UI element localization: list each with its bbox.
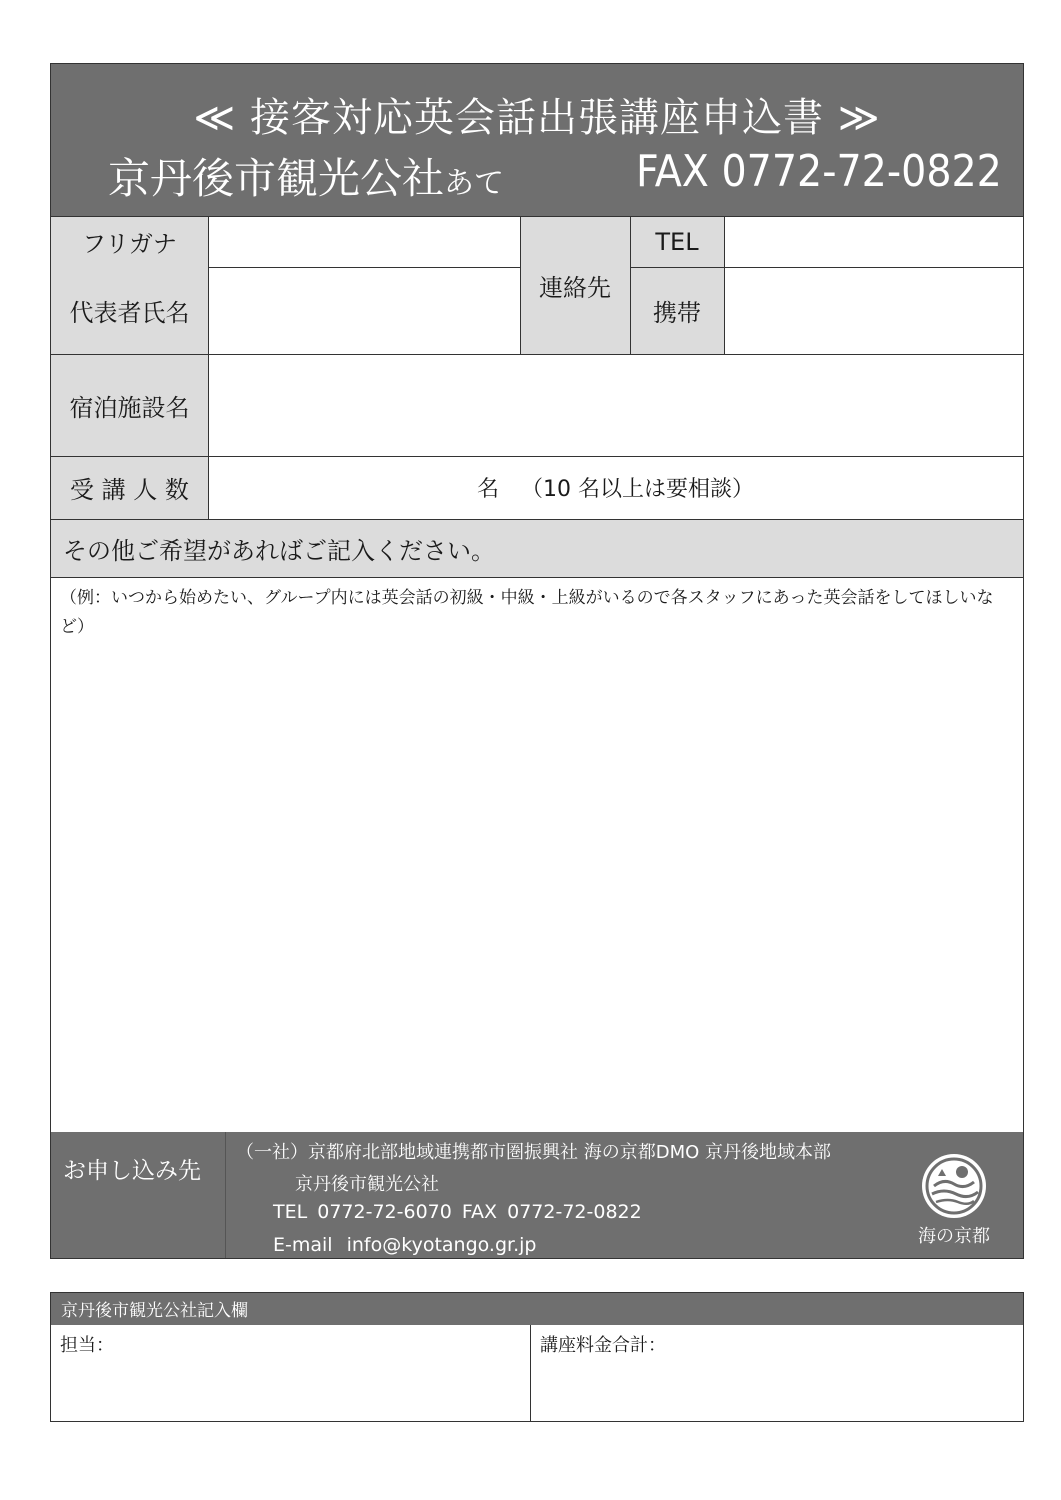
- form-title: ≪ 接客対応英会話出張講座申込書 ≫: [193, 95, 881, 141]
- mobile-label: 携帯: [630, 267, 724, 354]
- attendees-field[interactable]: [208, 456, 1023, 519]
- apply-to-org: （一社）京都府北部地域連携都市圏振興社 海の京都DMO 京丹後地域本部: [236, 1142, 831, 1163]
- tel-field[interactable]: [724, 216, 1023, 267]
- facility-label: 宿泊施設名: [51, 354, 208, 456]
- umi-no-kyoto-logo: [912, 1152, 996, 1248]
- logo-mark-icon: [912, 1152, 996, 1224]
- recipient-name: [108, 146, 504, 206]
- apply-to-tel-fax: TEL 0772-72-6070 FAX 0772-72-0822: [273, 1201, 642, 1223]
- staff-label: 担当：: [60, 1335, 114, 1356]
- mobile-field[interactable]: [724, 267, 1023, 354]
- attendees-unit: 名: [476, 477, 499, 502]
- recipient-suffix: あて: [444, 166, 505, 201]
- requests-example: （例：いつから始めたい、グループ内には英会話の初級・中級・上級がいるので各スタッフにあった英会話をしてほしいなど）: [60, 588, 994, 637]
- representative-label: 代表者氏名: [51, 267, 208, 354]
- representative-name-field[interactable]: [208, 267, 520, 354]
- facility-name-field[interactable]: [208, 354, 1023, 456]
- recipient-org: 京丹後市観光公社: [108, 154, 445, 203]
- apply-to-email[interactable]: E-mail info@kyotango.gr.jp: [273, 1234, 537, 1256]
- staff-field[interactable]: [51, 1325, 530, 1421]
- requests-header: その他ご希望があればご記入ください。: [51, 519, 1023, 577]
- furigana-label: フリガナ: [51, 216, 208, 267]
- furigana-field[interactable]: [208, 216, 520, 267]
- logo-text: 海の京都: [918, 1226, 990, 1247]
- fax-number: FAX 0772-72-0822: [636, 146, 1002, 197]
- fee-total-label: 講座料金合計：: [540, 1335, 666, 1356]
- requests-field[interactable]: [51, 577, 1023, 1132]
- attendees-note: （10 名以上は要相談）: [521, 477, 754, 502]
- contact-label: 連絡先: [520, 216, 630, 354]
- office-use-title: 京丹後市観光公社記入欄: [51, 1292, 1023, 1325]
- tel-label: TEL: [630, 216, 724, 267]
- apply-to-branch: 京丹後市観光公社: [295, 1174, 439, 1195]
- apply-to-label: お申し込み先: [63, 1158, 201, 1184]
- attendees-label: 受 講 人 数: [51, 456, 208, 519]
